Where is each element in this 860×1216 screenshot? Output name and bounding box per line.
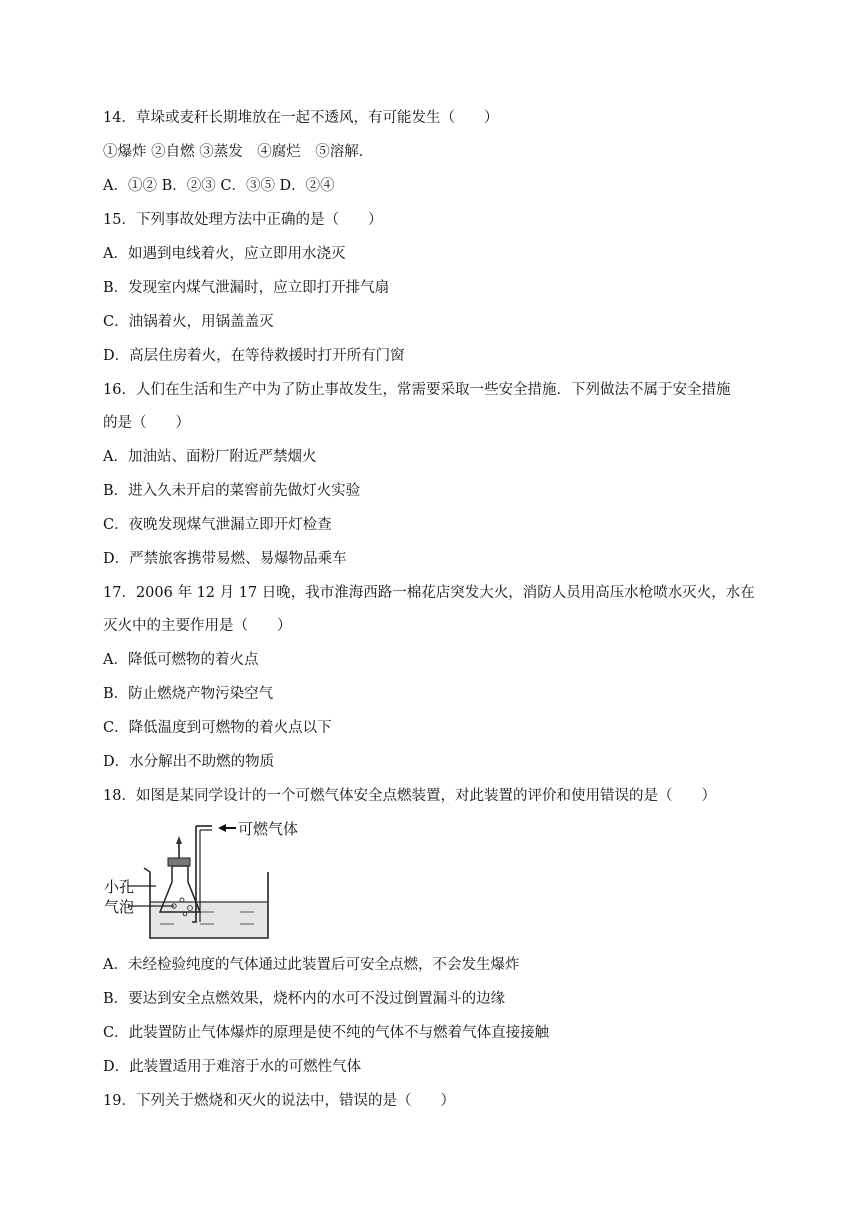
question-16-stem-line2: 的是（ ）	[103, 415, 190, 431]
bubble-label: 气泡	[104, 898, 135, 916]
question-14-items: ①爆炸 ②自燃 ③蒸发 ④腐烂 ⑤溶解．	[103, 144, 374, 160]
question-18-option-b: B．要达到安全点燃效果，烧杯内的水可不没过倒置漏斗的边缘	[103, 991, 506, 1007]
question-14-options: A．①② B．②③ C．③⑤ D．②④	[103, 178, 335, 194]
stopper	[168, 858, 190, 866]
question-17-option-d: D．水分解出不助燃的物质	[103, 754, 275, 770]
question-14-stem: 14．草垛或麦秆长期堆放在一起不透风，有可能发生（ ）	[103, 110, 499, 126]
question-17-stem-line2: 灭火中的主要作用是（ ）	[103, 618, 292, 634]
question-15-option-d: D．高层住房着火，在等待救援时打开所有门窗	[103, 348, 405, 364]
gas-label: 可燃气体	[238, 820, 299, 838]
question-15-stem: 15．下列事故处理方法中正确的是（ ）	[103, 212, 383, 228]
question-16-option-d: D．严禁旅客携带易燃、易爆物品乘车	[103, 551, 347, 567]
question-18-option-d: D．此装置适用于难溶于水的可燃性气体	[103, 1059, 362, 1075]
question-15-option-c: C．油锅着火，用锅盖盖灭	[103, 314, 274, 330]
question-18-stem: 18．如图是某同学设计的一个可燃气体安全点燃装置，对此装置的评价和使用错误的是（ ）	[103, 788, 716, 804]
question-18-option-c: C．此装置防止气体爆炸的原理是使不纯的气体不与燃着气体直接接触	[103, 1025, 550, 1041]
question-15-option-b: B．发现室内煤气泄漏时，应立即打开排气扇	[103, 280, 390, 296]
question-15-option-a: A．如遇到电线着火，应立即用水浇灭	[103, 246, 346, 262]
question-16-option-a: A．加油站、面粉厂附近严禁烟火	[103, 449, 317, 465]
question-17-option-b: B．防止燃烧产物污染空气	[103, 686, 274, 702]
question-17-option-c: C．降低温度到可燃物的着火点以下	[103, 720, 332, 736]
question-16-option-c: C．夜晚发现煤气泄漏立即开灯检查	[103, 517, 332, 533]
gas-ignition-apparatus-figure	[100, 820, 314, 944]
question-16-stem-line1: 16．人们在生活和生产中为了防止事故发生，常需要采取一些安全措施．下列做法不属于安全措施	[103, 382, 731, 398]
question-16-option-b: B．进入久未开启的菜窖前先做灯火实验	[103, 483, 361, 499]
water-area	[151, 902, 267, 937]
question-17-option-a: A．降低可燃物的着火点	[103, 652, 259, 668]
beaker-lip	[144, 868, 150, 872]
question-17-stem-line1: 17．2006 年 12 月 17 日晚，我市淮海西路一棉花店突发大火，消防人员用高压水枪喷水灭火，水在	[103, 585, 755, 601]
question-18-option-a: A．未经检验纯度的气体通过此装置后可安全点燃，不会发生爆炸	[103, 957, 520, 973]
flame-tip	[176, 836, 182, 844]
hole-label: 小孔	[104, 878, 135, 896]
question-19-stem: 19．下列关于燃烧和灭火的说法中，错误的是（ ）	[103, 1093, 455, 1109]
